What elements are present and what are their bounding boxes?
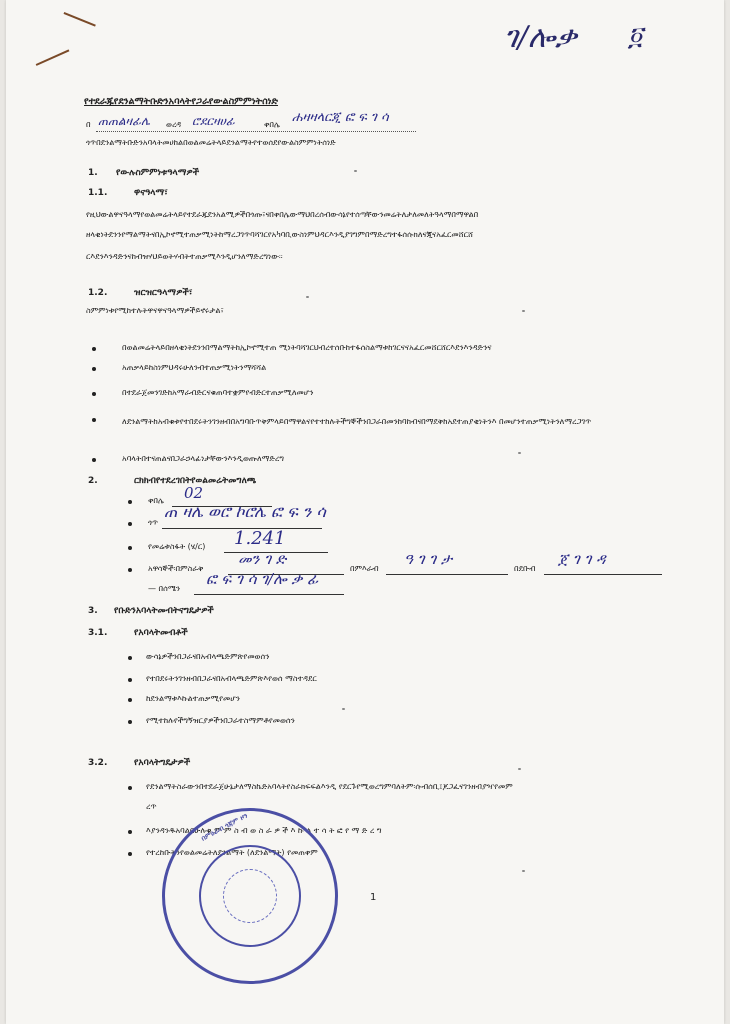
section-3-title: የቡድንአባላትመብትናግዴታዎች [114, 606, 214, 616]
intro-value-zone: ሮደርዛሀፊ [192, 114, 235, 128]
objective-bullet-4: ለደንልማትከአብቁቱየተበደሩትንገንዘብበአግባቡጥቅምላይበማዋልናየተተከሉትችግኞችንበጋራበመንከባከብናበማደቅከአደተጠያቂነትንእ በመሆንተጠቃሚነትንለማረጋገጥ [122, 417, 592, 426]
rights-bullet-1: ውሳኔዎችንበጋራናበአብላጫድምጽየመወሰን [146, 652, 270, 661]
section-3-2-number: 3.2. [88, 758, 108, 768]
duties-bullet-3: የተረከቡትንየወልመሬትለደንልማት (ለደንልማት) የመጠቀም [146, 848, 318, 857]
neighbor-south-value: ጀ ገ ገ ዳ [558, 550, 606, 568]
neighbor-west-label: በምእራብ [350, 564, 379, 573]
rights-bullet-2: የተበደሩትንገንዘብበጋራናበአብላጫድምጽእየወሰ ማስተዳደር [146, 674, 317, 683]
duties-bullet-2: እያንዳንዱአባልበሁሉቁ ም ም ስ ብ ወ ስ ራ ዎ ች እ ኩ ል ተ ሳ ት ፎ የ ማ ድ ረ ግ [146, 826, 382, 835]
section-3-1-title: የአባላትመብቶች [134, 628, 188, 638]
rights-bullet-4: የሚተከሉየችግኝዝርያዎችንበጋራተስማምቶየመወሰን [146, 716, 295, 725]
section-1-title: የውሉስምምነቱዓላማዎች [116, 168, 200, 178]
objective-bullet-3: በተደራጀመንገድከአማራብድርናቁጠባተቋምየብድርተጠቃሚለመሆን [122, 388, 314, 397]
intro-label-zone: ወረዳ [166, 120, 182, 129]
neighbor-west-value: ዓ ገ ገ ታ [404, 550, 453, 568]
land-gote-label: ጎጥ [148, 518, 159, 527]
handwritten-page-number: ፬ [628, 22, 643, 52]
section-2-number: 2. [88, 476, 98, 486]
official-seal [162, 808, 338, 984]
land-area-value: 1.241 [234, 528, 286, 549]
intro-label-kebele: ቀበሌ [264, 120, 280, 129]
duties-bullet-1-continued: ረጥ [146, 802, 157, 811]
section-3-1-number: 3.1. [88, 628, 108, 638]
objective-bullet-2: አጠቃላይከስነምህዳሩሁለንብተጠቃሚነትንማሻሻል [122, 363, 267, 372]
rights-bullet-3: ከደንልማቱእኩልተጠቃሚየመሆን [146, 694, 240, 703]
section-3-2-title: የአባላትግዴታዎች [134, 758, 191, 768]
neighbor-north-label: — በሰሜን [148, 584, 181, 593]
neighbor-east-label: አዋሳኞች፡በምስራቅ [148, 564, 204, 573]
objective-bullet-1: በወልመሬትላይበዘላቂነትደንንበማልማትከኢኮኖሚተጠ ሚነትባሻገርህብረተሰቡከተፋሰስልማቱከገርናናአፈርመሸርሸርእደንእንዳድንና [122, 343, 492, 352]
intro-label-from: በ [86, 120, 91, 129]
margin-mark-bottom [36, 49, 69, 65]
land-kebele-label: ቀበሌ [148, 496, 164, 505]
land-area-label: የመሬቱስፋት (ሄ/ር) [148, 542, 206, 551]
section-1-2-number: 1.2. [88, 288, 108, 298]
section-1-number: 1. [88, 168, 98, 178]
neighbor-east-value: መን ገ ድ [238, 550, 287, 568]
neighbor-south-label: በደቡብ [514, 564, 536, 573]
intro-line-2: ጎጥበደንልማትቡድንአባላትመሀከልበወልመሬትላይደንልማትየተወሰደየውልስምምነትሰነድ [86, 138, 336, 147]
margin-mark-top [64, 12, 96, 26]
section-1-2-intro: ስምምነቱየሚከተሉትዋናዋናዓላማዎችይኖሩታል፣ [86, 306, 224, 315]
document-page [6, 0, 724, 1024]
section-1-1-text-3: ርእደንእንዳድንናከብዝሃህይወትሃብትተጠቃሚእንዲሆንለማድረግነው። [86, 252, 283, 261]
section-1-1-number: 1.1. [88, 188, 108, 198]
handwritten-page-mark: ገ/ሎቃ [504, 20, 577, 55]
intro-value-kebele: ሐዛዛላርጂ ፎ ፍ ገ ሳ [292, 110, 389, 125]
document-title: የተደራጁየደንልማትቡድንአባላትየጋራየውልስምምነትሰነድ [84, 96, 279, 107]
page-number: 1 [370, 892, 377, 903]
intro-value-from: ጠጠልዛፊሌ [98, 114, 150, 128]
section-2-title: ርክክብየተደረገበትየወልመሬትመግለጫ [134, 476, 257, 486]
duties-bullet-1: የደንልማትስራውንበተደራጀሁኔታለማስኬድአባላትየስራክፍፍልእንዲ የደርጉየሚወረግምባለትም፡ሱብሰቢ፤ጆጋፈናገንዘብያዣየመም [146, 782, 513, 791]
section-1-1-title: ዋናዓላማ፣ [134, 188, 168, 198]
objective-bullet-5: አባላትበተናጠልናበጋራኃላፊነታቸውንእንዲወጡለማድረግ [122, 454, 284, 463]
seal-text: በምዕራብ ጎጃም ዞን [199, 811, 250, 843]
section-1-2-title: ዝርዝርዓላማዎች፣ [134, 288, 193, 298]
section-1-1-text-1: የዚህውልዋናዓላማየወልመሬትላይየተደራጁደንአልሚዎችበጎጡ፣ናበቀበሌውማህበረሰብውሳኔየተሰጣቸውንመሬትለታለመለትዓላማበማዋልበ [86, 210, 479, 219]
neighbor-north-value: ፎ ፍ ገ ሳ ገ/ሎ ቃ ፊ [206, 570, 319, 588]
section-3-number: 3. [88, 606, 98, 616]
land-gote-value: ጠ ዛሌ ወሮ ኮሮሌ ፎ ፍ ን ሳ [164, 502, 326, 521]
section-1-1-text-2: ዘላቂነትደንንየማልማትናበኢኮኖሚተጠቃሚነትከማረጋገጥባሻገርየአካባቢውስነምህዳርእንዲያገግምበማድረግተፋሰሱክለናጂናአፈርመሸርሸ [86, 230, 474, 239]
land-kebele-value: 02 [184, 484, 204, 502]
